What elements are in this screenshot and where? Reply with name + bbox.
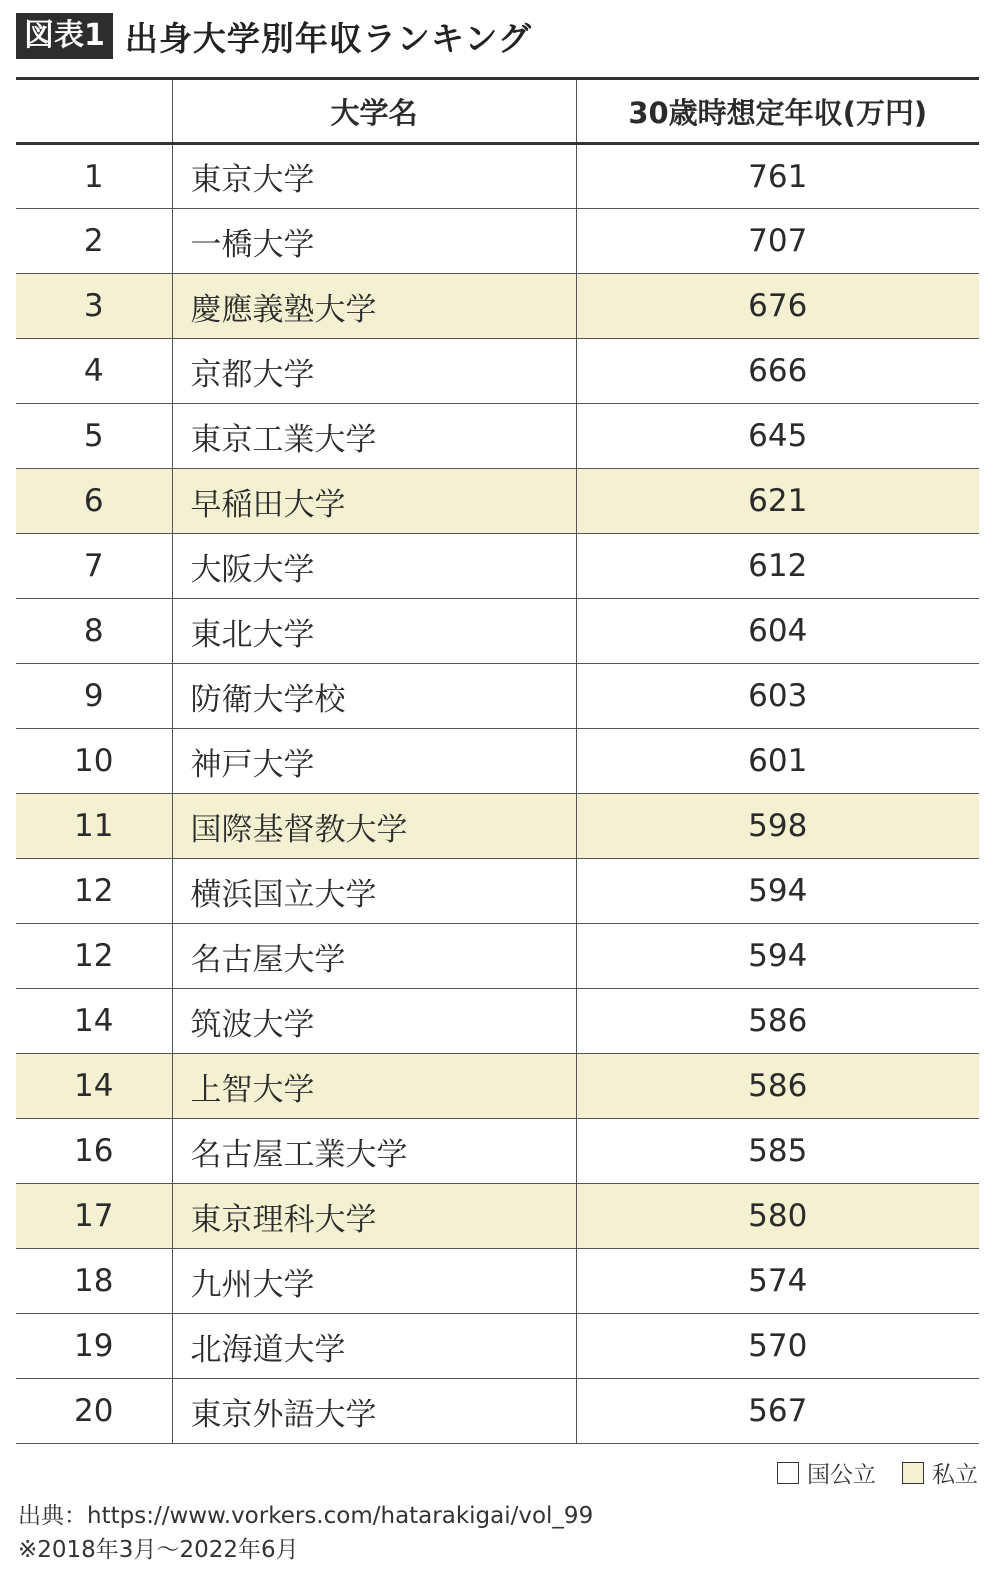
university-cell: 東京理科大学	[172, 1184, 576, 1249]
table-row	[16, 599, 979, 664]
rank-cell: 11	[16, 794, 172, 859]
rank-cell: 12	[16, 859, 172, 924]
table-row	[16, 209, 979, 274]
income-cell: 570	[576, 1314, 979, 1379]
rank-cell: 4	[16, 339, 172, 404]
rank-cell: 17	[16, 1184, 172, 1249]
income-cell: 666	[576, 339, 979, 404]
income-column-header: 30歳時想定年収(万円)	[576, 79, 979, 144]
rank-cell: 7	[16, 534, 172, 599]
legend	[751, 1456, 978, 1489]
income-cell: 707	[576, 209, 979, 274]
income-cell: 567	[576, 1379, 979, 1444]
university-cell: 京都大学	[172, 339, 576, 404]
table-row	[16, 144, 979, 209]
figure-badge: 図表1	[16, 13, 113, 59]
university-column-header: 大学名	[172, 79, 576, 144]
rank-cell: 5	[16, 404, 172, 469]
table-row	[16, 404, 979, 469]
university-cell: 名古屋工業大学	[172, 1119, 576, 1184]
table-row	[16, 664, 979, 729]
university-cell: 神戸大学	[172, 729, 576, 794]
rank-cell: 14	[16, 1054, 172, 1119]
university-cell: 東京工業大学	[172, 404, 576, 469]
table-row	[16, 274, 979, 339]
table-row	[16, 1184, 979, 1249]
income-cell: 585	[576, 1119, 979, 1184]
table-row	[16, 1119, 979, 1184]
university-cell: 上智大学	[172, 1054, 576, 1119]
rank-cell: 10	[16, 729, 172, 794]
income-cell: 676	[576, 274, 979, 339]
income-cell: 603	[576, 664, 979, 729]
rank-cell: 9	[16, 664, 172, 729]
university-cell: 国際基督教大学	[172, 794, 576, 859]
table-row	[16, 469, 979, 534]
rank-cell: 6	[16, 469, 172, 534]
figure-title: 出身大学別年収ランキング	[124, 18, 532, 58]
university-cell: 横浜国立大学	[172, 859, 576, 924]
table-row	[16, 339, 979, 404]
rank-cell: 12	[16, 924, 172, 989]
income-cell: 594	[576, 859, 979, 924]
figure-title-row	[16, 10, 532, 62]
ranking-table	[16, 77, 979, 1444]
income-cell: 604	[576, 599, 979, 664]
source-note: 出典：https://www.vorkers.com/hatarakigai/vol_99	[18, 1503, 594, 1529]
rank-cell: 3	[16, 274, 172, 339]
rank-cell: 16	[16, 1119, 172, 1184]
table-row	[16, 534, 979, 599]
income-cell: 645	[576, 404, 979, 469]
income-cell: 598	[576, 794, 979, 859]
income-cell: 612	[576, 534, 979, 599]
university-cell: 東京外語大学	[172, 1379, 576, 1444]
university-cell: 慶應義塾大学	[172, 274, 576, 339]
university-cell: 筑波大学	[172, 989, 576, 1054]
university-cell: 防衛大学校	[172, 664, 576, 729]
rank-cell: 2	[16, 209, 172, 274]
legend-item-public	[777, 1456, 876, 1489]
table-body	[16, 144, 979, 1444]
table-row	[16, 989, 979, 1054]
rank-cell: 14	[16, 989, 172, 1054]
rank-cell: 18	[16, 1249, 172, 1314]
income-cell: 574	[576, 1249, 979, 1314]
income-cell: 586	[576, 989, 979, 1054]
table-row	[16, 1249, 979, 1314]
rank-cell: 1	[16, 144, 172, 209]
rank-cell: 8	[16, 599, 172, 664]
university-cell: 九州大学	[172, 1249, 576, 1314]
income-cell: 586	[576, 1054, 979, 1119]
income-cell: 621	[576, 469, 979, 534]
legend-swatch-public	[777, 1462, 799, 1484]
legend-label-public: 国公立	[807, 1462, 876, 1488]
university-cell: 一橋大学	[172, 209, 576, 274]
table-row	[16, 729, 979, 794]
period-note: ※2018年3月～2022年6月	[18, 1537, 299, 1563]
table-row	[16, 1379, 979, 1444]
rank-cell: 19	[16, 1314, 172, 1379]
income-cell: 580	[576, 1184, 979, 1249]
legend-label-private: 私立	[932, 1462, 978, 1488]
income-cell: 761	[576, 144, 979, 209]
university-cell: 早稲田大学	[172, 469, 576, 534]
table-header-row	[16, 79, 979, 144]
income-cell: 594	[576, 924, 979, 989]
table-row	[16, 1054, 979, 1119]
university-cell: 東北大学	[172, 599, 576, 664]
rank-cell: 20	[16, 1379, 172, 1444]
table-row	[16, 794, 979, 859]
table-row	[16, 924, 979, 989]
university-cell: 大阪大学	[172, 534, 576, 599]
table-row	[16, 1314, 979, 1379]
legend-swatch-private	[902, 1462, 924, 1484]
university-cell: 東京大学	[172, 144, 576, 209]
university-cell: 北海道大学	[172, 1314, 576, 1379]
income-cell: 601	[576, 729, 979, 794]
table-row	[16, 859, 979, 924]
legend-item-private	[902, 1456, 978, 1489]
university-cell: 名古屋大学	[172, 924, 576, 989]
rank-column-header	[16, 79, 172, 144]
